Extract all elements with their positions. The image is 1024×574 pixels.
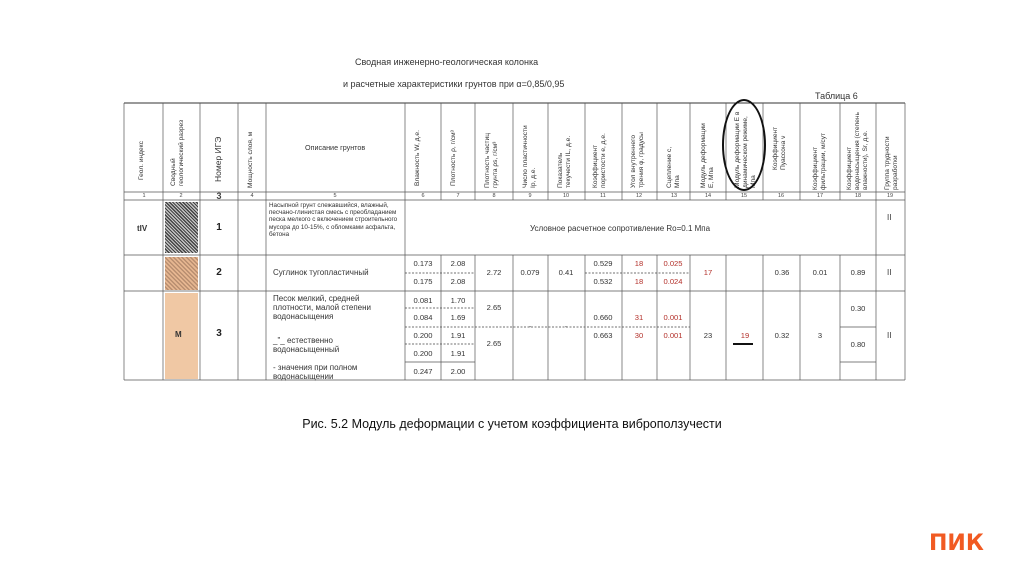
hatch-fill-layer1 <box>165 202 198 253</box>
pik-logo: ПИК <box>929 531 984 556</box>
e-r2-b: 0.532 <box>593 277 613 286</box>
geol-index-r3: M <box>175 330 182 339</box>
col-num: 17 <box>816 193 824 199</box>
phi-r3-a: 31 <box>634 313 644 322</box>
e-r2-a: 0.529 <box>593 259 613 268</box>
col-header-ip: Число пластичности Ip, д.е. <box>522 125 537 188</box>
sr-r3-b: 0.80 <box>850 340 866 349</box>
phi-r2-a: 18 <box>634 259 644 268</box>
c-r3-b: 0.001 <box>663 331 683 340</box>
col-header-phi: Угол внутреннего трения φ, градусы <box>630 132 645 188</box>
group-r3: II <box>887 331 892 340</box>
figure-caption: Рис. 5.2 Модуль деформации с учетом коэффициента виброползучести <box>302 417 722 431</box>
col-num: 1 <box>142 193 146 199</box>
ige-number-r3: 3 <box>216 328 222 339</box>
group-r1: II <box>887 213 892 222</box>
col-num: 19 <box>886 193 894 199</box>
phi-r3-b: 30 <box>634 331 644 340</box>
description-r3-b: _"_ естественно водонасыщенный <box>273 336 340 355</box>
rho-r3-5: 2.00 <box>450 367 466 376</box>
E-r2: 17 <box>703 268 713 277</box>
col-header-E: Модуль деформации Е, Мпа <box>700 123 715 188</box>
ip-r2: 0.079 <box>520 268 540 277</box>
ige-number-r1: 1 <box>216 222 222 233</box>
highlight-oval <box>722 99 766 191</box>
col-num: 4 <box>250 193 254 199</box>
col-num: 2 <box>179 193 183 199</box>
table-title-line2: и расчетные характеристики грунтов при α=0,85/0,95 <box>343 79 565 89</box>
e-r3-a: 0.660 <box>593 313 613 322</box>
rho-s-r3-b: 2.65 <box>486 339 502 348</box>
e-r3-b: 0.663 <box>593 331 613 340</box>
col-header-ige: Номер ИГЭ <box>213 136 223 182</box>
col-header-w: Влажность W, д.е. <box>414 130 421 186</box>
col-header-group: Группа трудности разработки <box>884 136 899 190</box>
col-num: 18 <box>854 193 862 199</box>
col-num: 7 <box>456 193 460 199</box>
geol-index-r1: tIV <box>137 224 148 233</box>
c-r2-a: 0.025 <box>663 259 683 268</box>
phi-r2-b: 18 <box>634 277 644 286</box>
w-r3-4: 0.200 <box>413 349 433 358</box>
col-header-geol-index: Геол. индекс <box>138 141 145 180</box>
w-r2-a: 0.173 <box>413 259 433 268</box>
kf-r3: 3 <box>817 331 823 340</box>
nu-r2: 0.36 <box>774 268 790 277</box>
description-r1: Насыпной грунт слежавшийся, влажный, песчано-глинистая смесь с преобладанием песка мелкого с включением строительного мусора до 10-15%, с обломками асфальта, бетона <box>269 202 398 238</box>
sr-r3-a: 0.30 <box>850 304 866 313</box>
col-num: 15 <box>740 193 748 199</box>
col-num: 10 <box>562 193 570 199</box>
nu-r3: 0.32 <box>774 331 790 340</box>
w-r3-2: 0.084 <box>413 313 433 322</box>
rho-r2-b: 2.08 <box>450 277 466 286</box>
col-num: 16 <box>777 193 785 199</box>
ip-r3: - <box>528 322 532 331</box>
col-header-E-dyn: Модуль деформации Е в динамическом режиме, Мпа <box>734 111 757 188</box>
col-num: 3 <box>216 191 222 201</box>
description-r3-a: Песок мелкий, средней плотности, малой степени водонасыщения <box>273 294 372 322</box>
col-header-sr: Коэффициент водонасыщения (степень влажности), Sr, д.е. <box>846 112 869 190</box>
sr-r2: 0.89 <box>850 268 866 277</box>
rho-r3-3: 1.91 <box>450 331 466 340</box>
w-r3-3: 0.200 <box>413 331 433 340</box>
rho-s-r3-a: 2.65 <box>486 303 502 312</box>
merged-resistance-r1: Условное расчетное сопротивление Ro=0.1 Мпа <box>530 224 711 233</box>
rho-r3-4: 1.91 <box>450 349 466 358</box>
rho-r3-1: 1.70 <box>450 296 466 305</box>
description-r3-c: - значения при полном водонасыщении <box>273 363 358 382</box>
col-num: 14 <box>704 193 712 199</box>
c-r2-b: 0.024 <box>663 277 683 286</box>
loam-fill-layer2 <box>165 257 198 290</box>
col-num: 9 <box>528 193 532 199</box>
w-r2-b: 0.175 <box>413 277 433 286</box>
il-r2: 0.41 <box>558 268 574 277</box>
ige-number-r2: 2 <box>216 267 222 278</box>
col-num: 12 <box>635 193 643 199</box>
col-header-e: Коэффициент пористости е, д.е. <box>592 133 607 188</box>
col-header-section: Сводный геологический разрез <box>170 119 185 186</box>
col-num: 13 <box>670 193 678 199</box>
w-r3-1: 0.081 <box>413 296 433 305</box>
col-header-rho: Плотность ρ, г/см³ <box>450 130 457 186</box>
col-num: 8 <box>492 193 496 199</box>
group-r2: II <box>887 268 892 277</box>
il-r3: - <box>564 322 568 331</box>
col-header-description: Описание грунтов <box>305 143 366 152</box>
col-num: 11 <box>600 193 606 199</box>
rho-r2-a: 2.08 <box>450 259 466 268</box>
E-r3: 23 <box>703 331 713 340</box>
rho-s-r2: 2.72 <box>486 268 502 277</box>
col-num: 5 <box>333 193 337 199</box>
col-header-thickness: Мощность слоя, м <box>247 131 254 188</box>
table-number-label: Таблица 6 <box>815 91 858 101</box>
table-title-line1: Сводная инженерно-геологическая колонка <box>355 57 539 67</box>
col-header-kf: Коэффициент фильтрации, м/сут <box>812 132 827 190</box>
col-header-nu: Коэффициент Пуассона ν <box>772 126 787 170</box>
rho-r3-2: 1.69 <box>450 313 466 322</box>
col-num: 6 <box>421 193 425 199</box>
col-header-il: Показатель текучести IL, д.е. <box>557 135 572 188</box>
description-r2: Суглинок тугопластичный <box>273 268 369 277</box>
kf-r2: 0.01 <box>812 268 828 277</box>
c-r3-a: 0.001 <box>663 313 683 322</box>
w-r3-5: 0.247 <box>413 367 433 376</box>
E-dyn-r3: 19 <box>740 331 750 340</box>
col-header-c: Сцепление с, Мпа <box>666 146 681 188</box>
col-header-rho-s: Плотность частиц грунта ρs, г/см³ <box>484 133 499 188</box>
underline-mark <box>733 343 753 345</box>
